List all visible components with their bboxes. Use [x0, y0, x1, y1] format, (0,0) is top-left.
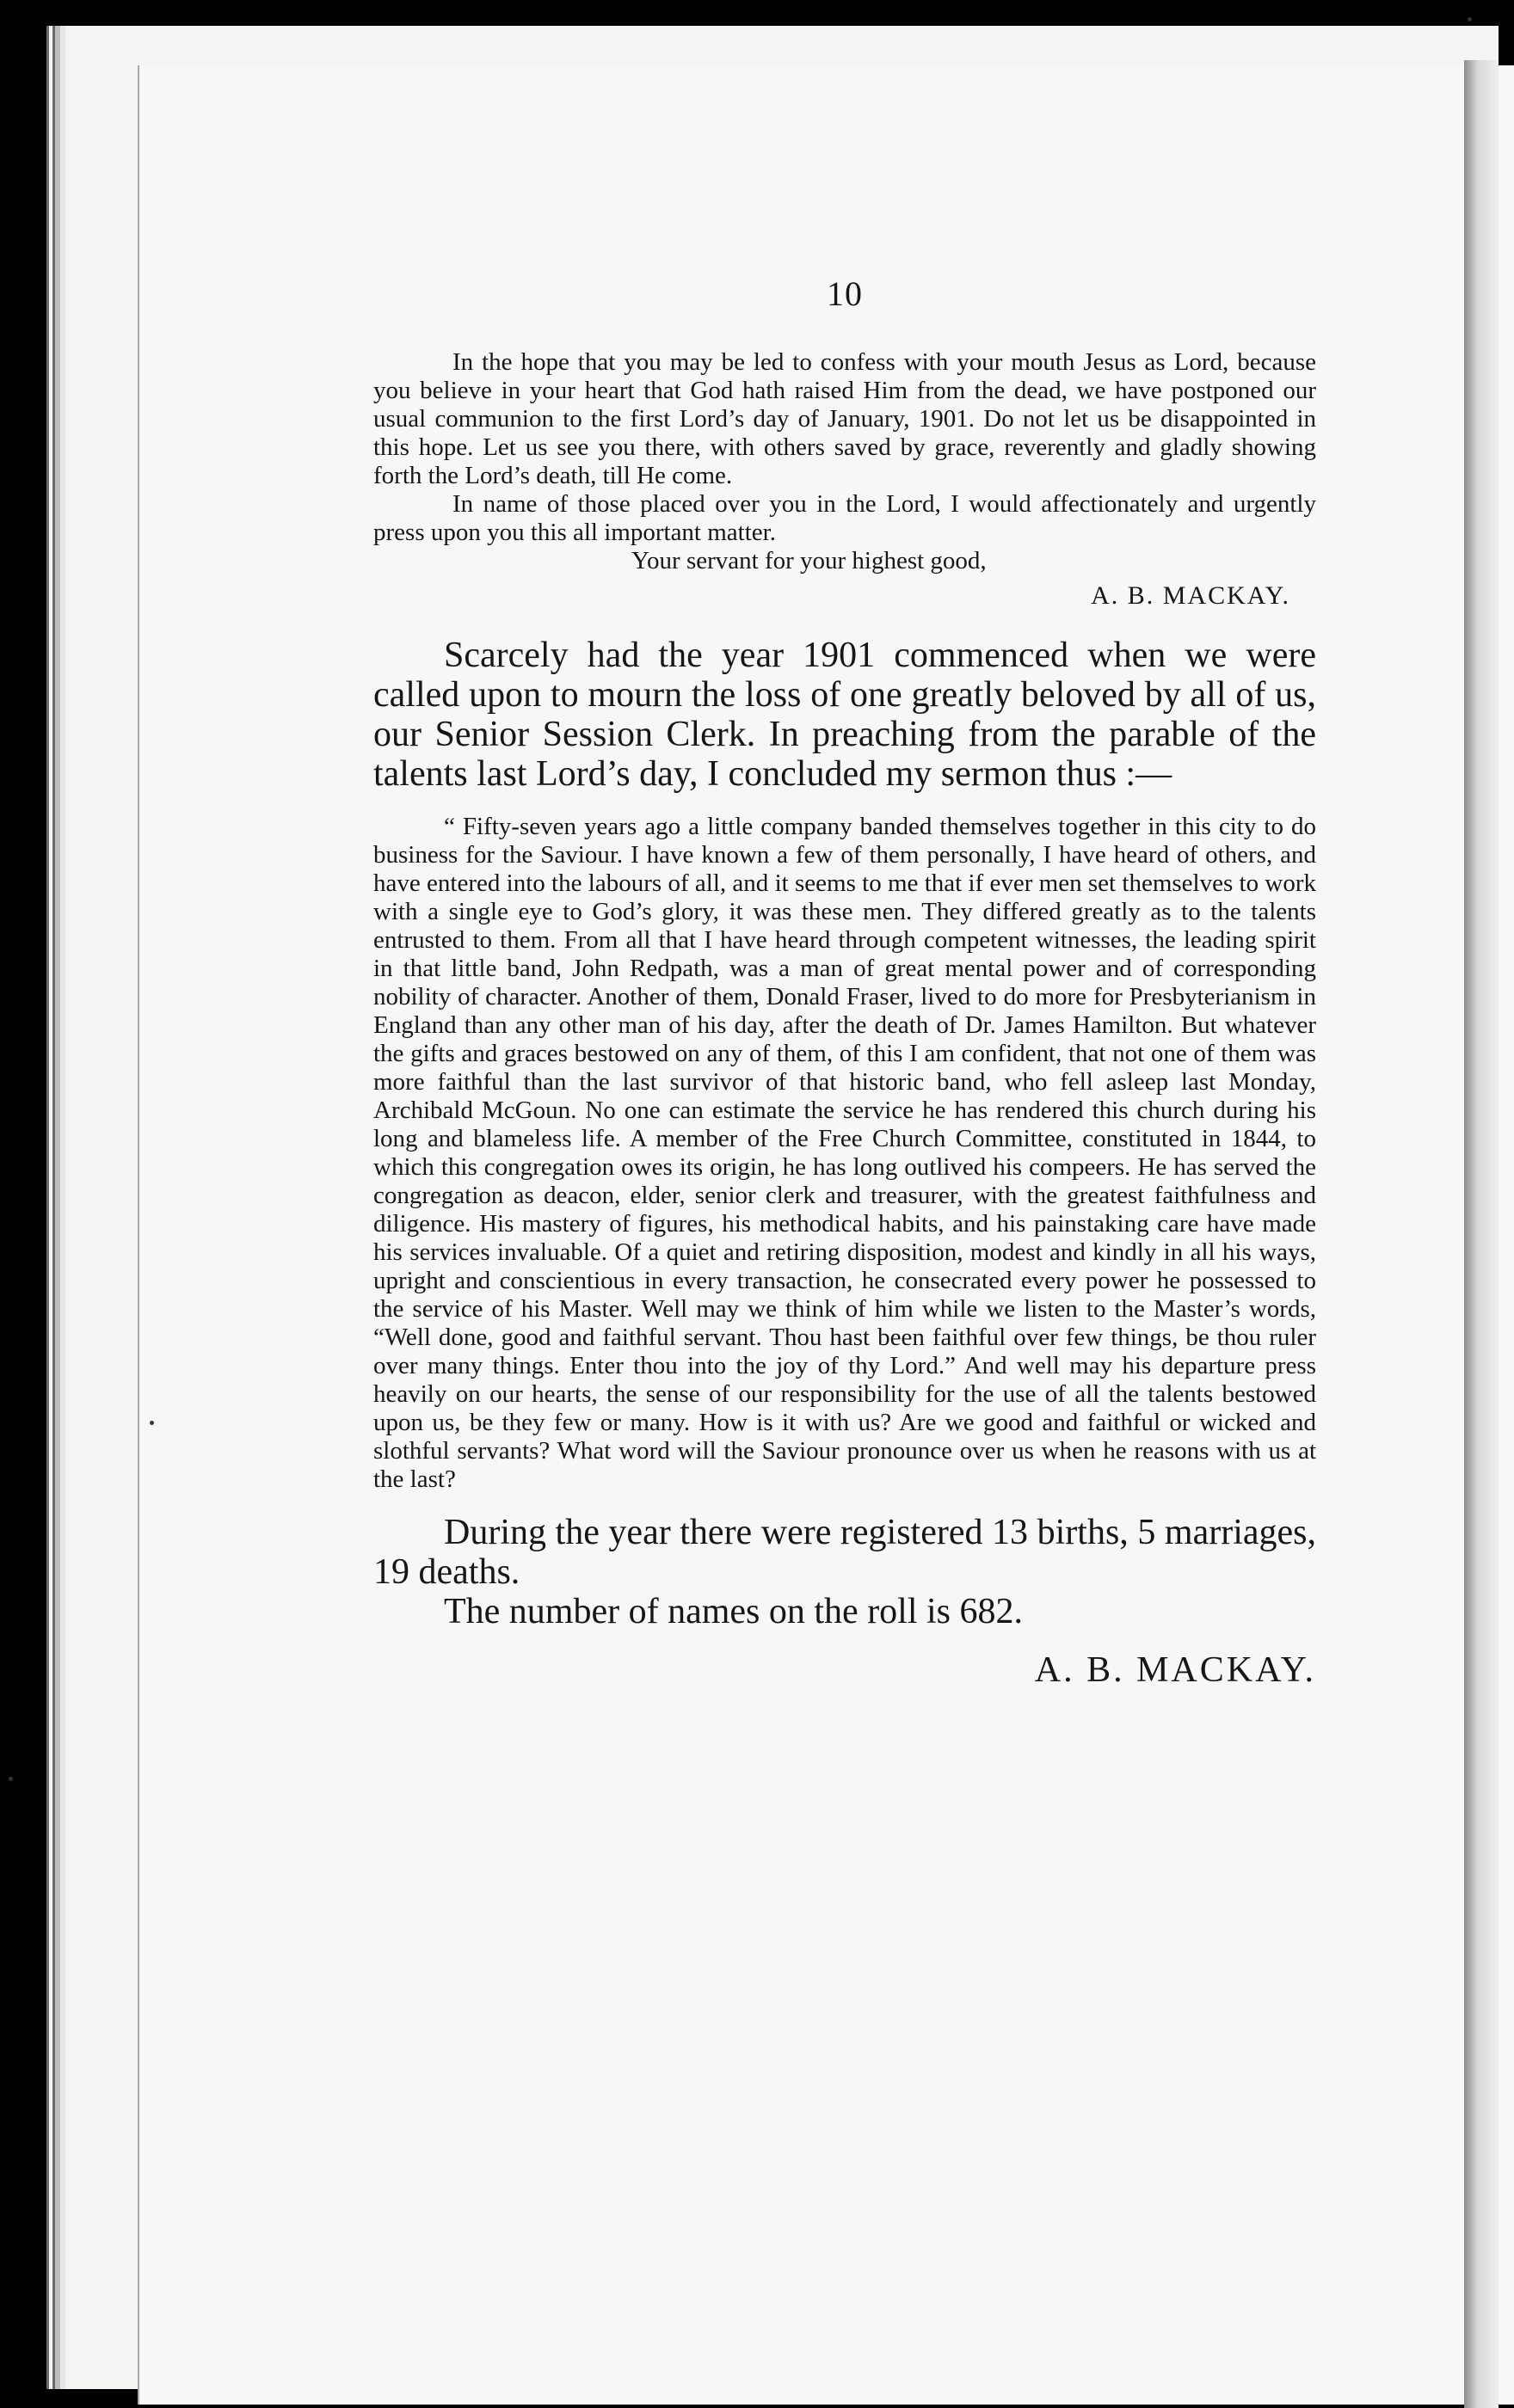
letter-signature: A. B. MACKAY.: [1091, 581, 1290, 610]
roll-count: The number of names on the roll is 682.: [444, 1592, 1024, 1631]
page-edge-shadow: [1464, 60, 1499, 2408]
report-signature: A. B. MACKAY.: [1034, 1650, 1316, 1690]
letter-closing: Your servant for your highest good,: [631, 547, 987, 574]
scan-speck: [150, 1421, 154, 1425]
page-number: 10: [827, 274, 863, 313]
scan-speck: [9, 1777, 13, 1781]
report-intro: Scarcely had the year 1901 commenced when we were called upon to mourn the loss of one greatly beloved by all of us, our Senior Session Clerk. In preaching from the parable of the talents last Lord’s day, I concluded my sermon thus :—: [373, 636, 1316, 794]
scan-speck: [1468, 17, 1472, 22]
letter-paragraph-2: In name of those placed over you in the Lord, I would affectionately and urgently press upon you this all important matter.: [373, 490, 1316, 546]
registration-stats: During the year there were registered 13 births, 5 marriages, 19 deaths.: [373, 1513, 1316, 1592]
sermon-quote: “ Fifty-seven years ago a little company banded themselves together in this city to do business for the Saviour. I have known a few of them personally, I have heard of others, and have entered into the labours of all, and it seems to me that if ever men set themselves to work with a single eye to God’s glory, it was these men. They differed greatly as to the talents entrusted to them. From all that I have heard through competent witnesses, the leading spirit in that little band, John Redpath, was a man of great mental power and of corresponding nobility of character. Another of them, Donald Fraser, lived to do more for Presbyterianism in England than any other man of his day, after the death of Dr. James Hamilton. But whatever the gifts and graces bestowed on any of them, of this I am confident, that not one of them was more faithful than the last survivor of that historic band, who fell asleep last Monday, Archibald McGoun. No one can estimate the service he has rendered this church during his long and blameless life. A member of the Free Church Committee, constituted in 1844, to which this congregation owes its origin, he has long outlived his compeers. He has served the congregation as deacon, elder, senior clerk and treasurer, with the greatest faithfulness and diligence. His mastery of figures, his methodical habits, and his painstaking care have made his services invaluable. Of a quiet and retiring disposition, modest and kindly in all his ways, upright and conscientious in every transaction, he consecrated every power he possessed to the service of his Master. Well may we think of him while we listen to the Master’s words, “Well done, good and faithful servant. Thou hast been faithful over few things, be thou ruler over many things. Enter thou into the joy of thy Lord.” And well may his departure press heavily on our hearts, the sense of our responsibility for the use of all the talents bestowed upon us, be they few or many. How is it with us? Are we good and faithful or wicked and slothful servants? What word will the Saviour pronounce over us when he reasons with us at the last?: [373, 813, 1316, 1493]
letter-paragraph-1: In the hope that you may be led to confess with your mouth Jesus as Lord, because you believe in your heart that God hath raised Him from the dead, we have postponed our usual communion to the first Lord’s day of January, 1901. Do not let us be disappointed in this hope. Let us see you there, with others saved by grace, reverently and gladly showing forth the Lord’s death, till He come.: [373, 348, 1316, 489]
page-content: [373, 273, 1316, 1692]
